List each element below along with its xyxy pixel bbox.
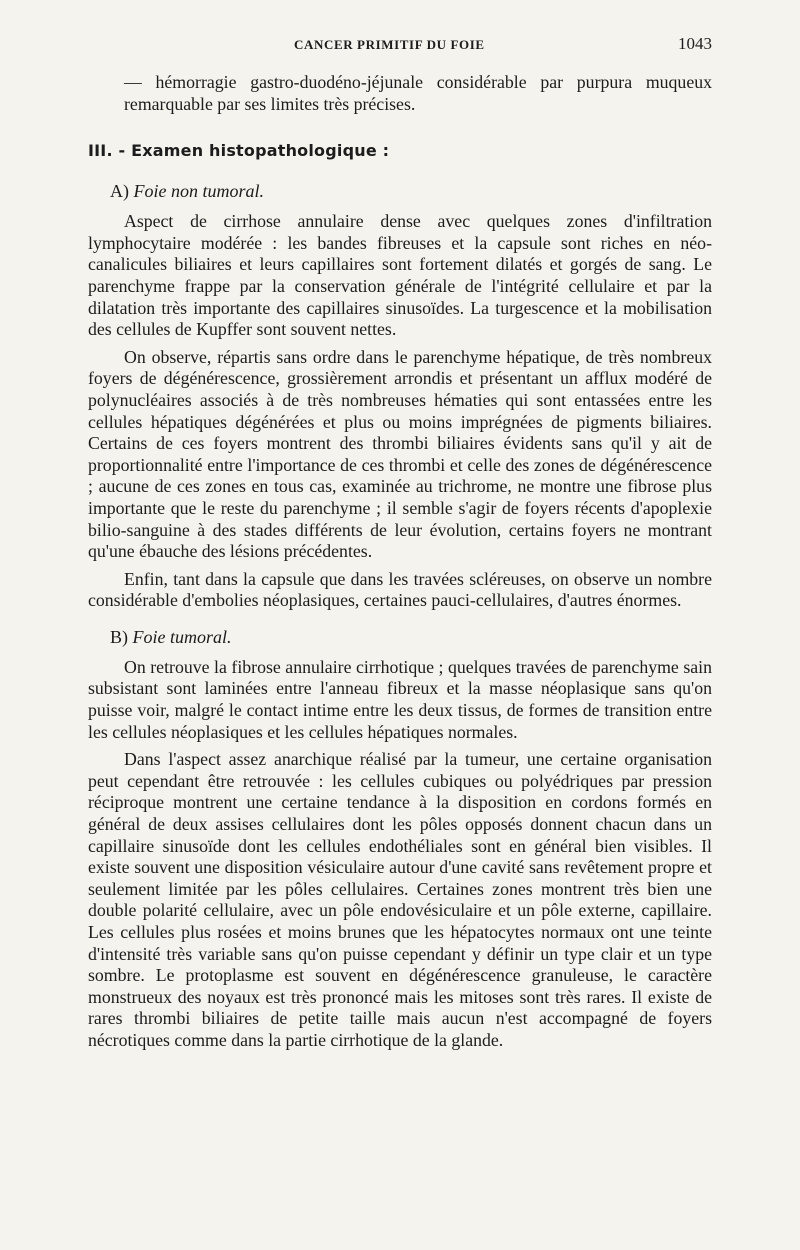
subsection-a-heading xyxy=(110,180,712,202)
paragraph: On retrouve la fibrose annulaire cirrhotique ; quelques travées de parenchyme sain subsistant sont laminées entre l'anneau fibreux et la masse néoplasique sans qu'on puisse voir, malgré le contact intime entre les deux tissus, de formes de transition entre les cellules néoplasiques et les cellules hépatiques normales. xyxy=(88,656,712,742)
running-header xyxy=(88,30,712,58)
section-heading: III. - Examen histopathologique : xyxy=(88,141,390,161)
subsection-b-heading xyxy=(110,626,712,648)
running-title: CANCER PRIMITIF DU FOIE xyxy=(294,37,485,52)
page xyxy=(88,30,712,1052)
subsection-b-label: B) xyxy=(110,626,128,647)
subsection-a-title: Foie non tumoral. xyxy=(133,181,264,202)
subsection-a-label: A) xyxy=(110,181,129,202)
page-number: 1043 xyxy=(678,34,712,53)
paragraph: Aspect de cirrhose annulaire dense avec quelques zones d'infiltration lymphocytaire modérée : les bandes fibreuses et la capsule sont riches en néo-canalicules biliaires et leurs capillaires sont fortement dilatés et gorgés de sang. Le parenchyme frappe par la conservation générale de l'intégrité cellulaire et par la dilatation très importante des capillaires sinusoïdes. La turgescence et la mobilisation des cellules de Kupffer sont souvent nettes. xyxy=(88,211,712,340)
paragraph: Enfin, tant dans la capsule que dans les travées scléreuses, on observe un nombre considérable d'embolies néoplasiques, certaines pauci-cellulaires, d'autres énormes. xyxy=(88,568,712,611)
intro-dash-paragraph: — hémorragie gastro-duodéno-jéjunale considérable par purpura muqueux remarquable par ses limites très précises. xyxy=(124,72,712,114)
subsection-b-title: Foie tumoral. xyxy=(132,626,232,647)
paragraph: On observe, répartis sans ordre dans le parenchyme hépatique, de très nombreux foyers de dégénérescence, grossièrement arrondis et présentant un afflux modéré de polynucléaires associés à de très nombreuses hématies qui sont entassées entre les cellules hépatiques dégénérées et plus ou moins imprégnées de pigments biliaires. Certains de ces foyers montrent des thrombi biliaires évidents sans qu'il y ait de proportionnalité entre l'importance de ces thrombi et celle des zones de dégénérescence ; aucune de ces zones en tous cas, examinée au trichrome, ne montre une fibrose plus importante que le reste du parenchyme ; il semble s'agir de foyers récents d'apoplexie bilio-sanguine à des stades différents de leur évolution, certains foyers ne montrant qu'une ébauche des lésions précédentes. xyxy=(88,346,712,562)
paragraph: Dans l'aspect assez anarchique réalisé par la tumeur, une certaine organisation peut cependant être retrouvée : les cellules cubiques ou polyédriques par pression réciproque montrent une certaine tendance à la disposition en cordons formés en général de deux assises cellulaires dont les pôles opposés donnent chacun dans un capillaire sinusoïde dont les cellules endothéliales sont en général bien visibles. Il existe souvent une disposition vésiculaire autour d'une cavité sans revêtement propre et seulement limitée par les pôles cellulaires. Certaines zones montrent très bien une double polarité cellulaire, avec un pôle endovésiculaire et un pôle externe, capillaire. Les cellules plus rosées et moins brunes que les hépatocytes normaux ont une teinte d'intensité très variable sans qu'on puisse cependant y définir un type clair et un type sombre. Le protoplasme est souvent en dégénérescence granuleuse, le caractère monstrueux des noyaux est très prononcé mais les mitoses sont très rares. Il existe de rares thrombi biliaires de petite taille mais aucun n'est accompagné de foyers nécrotiques comme dans la partie cirrhotique de la glande. xyxy=(88,749,712,1050)
